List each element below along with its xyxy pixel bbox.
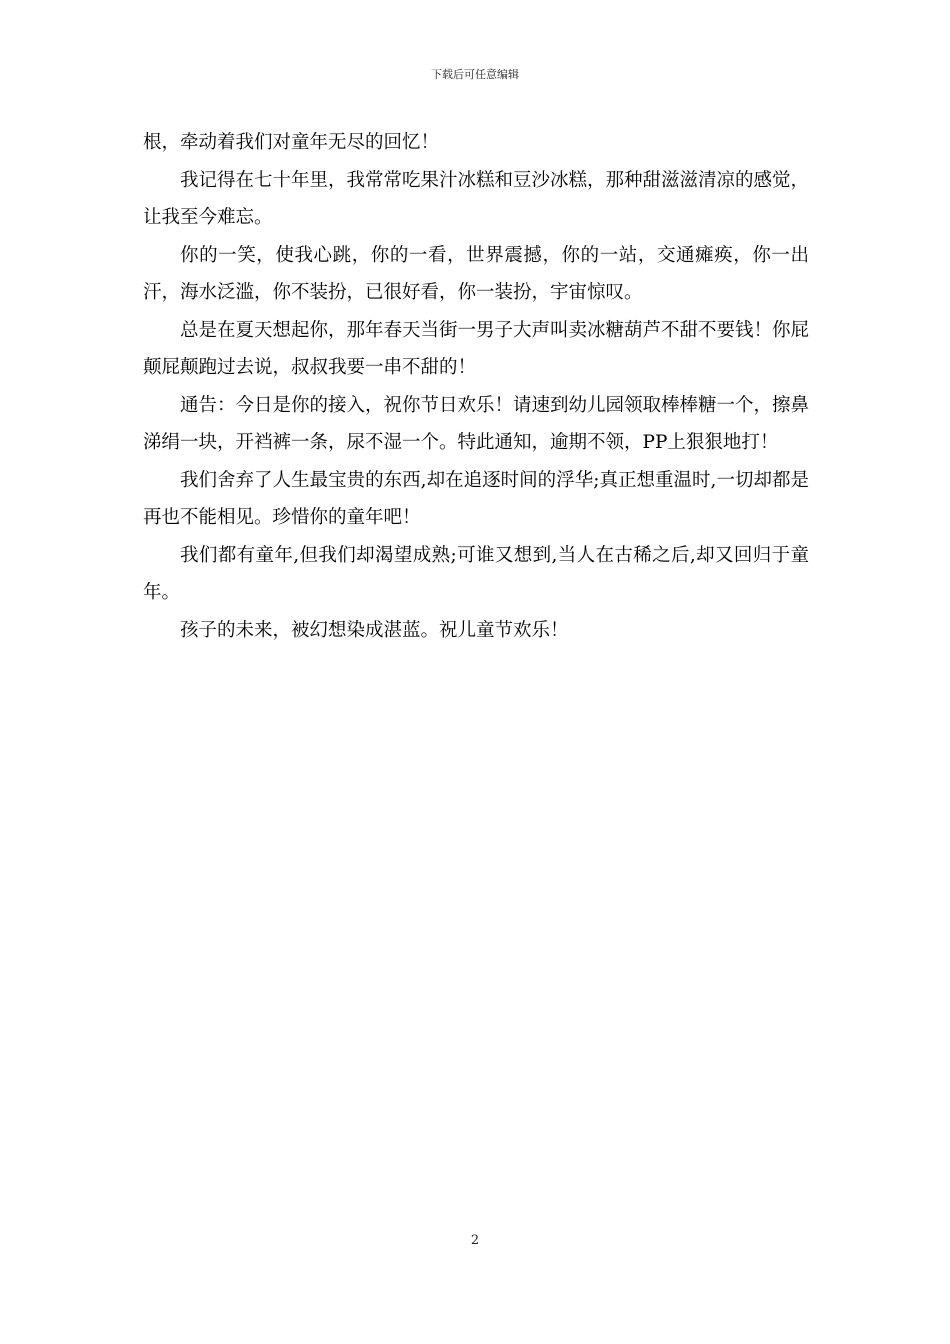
page-number: 2: [470, 1233, 480, 1248]
paragraph-1: 根，牵动着我们对童年无尽的回忆！: [143, 132, 440, 153]
paragraph-5: 通告：今日是你的接入，祝你节日欢乐！请速到幼儿园领取棒棒糖一个，擦鼻涕绢一块，开裆裤一条，尿不湿一个。特此通知，逾期不领，PP上狠狠地打！: [143, 394, 810, 453]
paragraph-2: 我记得在七十年里，我常常吃果汁冰糕和豆沙冰糕，那种甜滋滋清凉的感觉，让我至今难忘。: [143, 169, 810, 228]
paragraph-3: 你的一笑，使我心跳，你的一看，世界震撼，你的一站，交通瘫痪，你一出汗，海水泛滥，你不装扮，已很好看，你一装扮，宇宙惊叹。: [143, 244, 809, 303]
document-body: [143, 124, 809, 649]
page-header: 下载后可任意编辑: [431, 68, 519, 81]
paragraph-8: 孩子的未来，被幻想染成湛蓝。祝儿童节欢乐！: [180, 619, 569, 641]
paragraph-6: 我们舍弃了人生最宝贵的东西,却在追逐时间的浮华;真正想重温时,一切却都是再也不能相见。珍惜你的童年吧！: [143, 469, 809, 528]
paragraph-4: 总是在夏天想起你，那年春天当街一男子大声叫卖冰糖葫芦不甜不要钱！你屁颠屁颠跑过去说，叔叔我要一串不甜的！: [143, 319, 810, 378]
paragraph-7: 我们都有童年,但我们却渴望成熟;可谁又想到,当人在古稀之后,却又回归于童年。: [143, 544, 809, 603]
